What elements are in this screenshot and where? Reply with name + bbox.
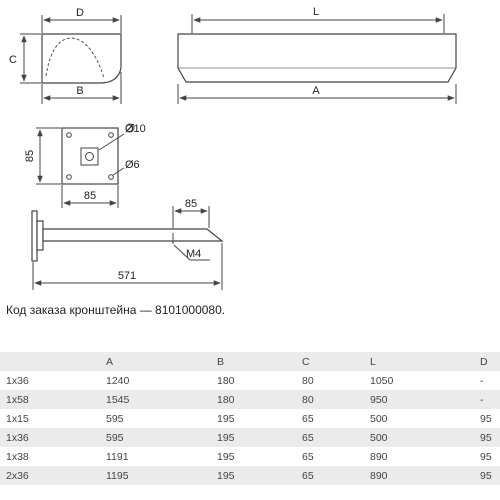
bracket-base-plate xyxy=(32,211,37,261)
table-cell: 1x36 xyxy=(0,428,100,447)
table-cell: 1x38 xyxy=(0,447,100,466)
table-cell: 95 xyxy=(474,428,500,447)
table-cell: 65 xyxy=(296,409,364,428)
table-cell: 595 xyxy=(100,409,211,428)
table-cell: 1x58 xyxy=(0,390,100,409)
table-cell: 65 xyxy=(296,466,364,485)
mounting-plate-view xyxy=(24,123,146,208)
table-header-cell: D xyxy=(474,352,500,371)
dim-plate-height-label: 85 xyxy=(24,149,36,163)
dim-o10-label: Ø10 xyxy=(125,123,146,135)
table-cell: 1x15 xyxy=(0,409,100,428)
table-cell: 80 xyxy=(296,390,364,409)
dim-arm-length-label: 571 xyxy=(117,270,137,282)
table-cell: 1191 xyxy=(100,447,211,466)
dim-c-label: C xyxy=(9,54,17,66)
bracket-arm xyxy=(43,229,222,241)
table-cell: 1050 xyxy=(364,371,474,390)
dim-arm-tip-label: 85 xyxy=(184,198,198,210)
table-cell: 500 xyxy=(364,409,474,428)
table-cell: 950 xyxy=(364,390,474,409)
table-header-row xyxy=(0,352,500,371)
table-cell: 180 xyxy=(211,371,296,390)
table-cell: 195 xyxy=(211,447,296,466)
bracket-collar xyxy=(37,221,43,250)
table-row xyxy=(0,409,500,428)
table-cell: 95 xyxy=(474,409,500,428)
table-cell: 1545 xyxy=(100,390,211,409)
table-row xyxy=(0,371,500,390)
table-header-cell: A xyxy=(100,352,211,371)
table-cell: - xyxy=(474,390,500,409)
table-cell: 890 xyxy=(364,466,474,485)
table-header-cell xyxy=(0,352,100,371)
table-cell: 890 xyxy=(364,447,474,466)
dimensions-table xyxy=(0,352,500,485)
table-cell: 195 xyxy=(211,409,296,428)
table-cell: 65 xyxy=(296,428,364,447)
table-cell: - xyxy=(474,371,500,390)
table-cell: 195 xyxy=(211,428,296,447)
side-profile-view xyxy=(9,7,121,104)
dim-b-label: B xyxy=(76,85,84,97)
table-header-cell: L xyxy=(364,352,474,371)
luminaire-body xyxy=(178,34,456,82)
dim-thread-label: M4 xyxy=(186,248,202,260)
bracket-order-code: Код заказа кронштейна — 8101000080. xyxy=(6,303,226,317)
table-cell: 1195 xyxy=(100,466,211,485)
table-row xyxy=(0,428,500,447)
table-header-cell: C xyxy=(296,352,364,371)
table-cell: 1240 xyxy=(100,371,211,390)
table-row xyxy=(0,447,500,466)
dim-o6-label: Ø6 xyxy=(125,159,140,171)
table-cell: 2x36 xyxy=(0,466,100,485)
dim-d-label: D xyxy=(76,7,84,19)
dim-l-label: L xyxy=(312,6,320,18)
table-cell: 95 xyxy=(474,466,500,485)
dim-plate-width-label: 85 xyxy=(83,190,97,202)
table-cell: 500 xyxy=(364,428,474,447)
bracket-arm-view xyxy=(32,198,222,290)
table-cell: 595 xyxy=(100,428,211,447)
table-cell: 95 xyxy=(474,447,500,466)
front-view xyxy=(178,6,456,104)
table-cell: 195 xyxy=(211,466,296,485)
plate-center-hole xyxy=(86,153,94,161)
table-cell: 180 xyxy=(211,390,296,409)
table-cell: 1x36 xyxy=(0,371,100,390)
table-header-cell: B xyxy=(211,352,296,371)
table-row xyxy=(0,466,500,485)
table-row xyxy=(0,390,500,409)
table-cell: 80 xyxy=(296,371,364,390)
table-cell: 65 xyxy=(296,447,364,466)
dim-a-label: A xyxy=(312,85,320,97)
